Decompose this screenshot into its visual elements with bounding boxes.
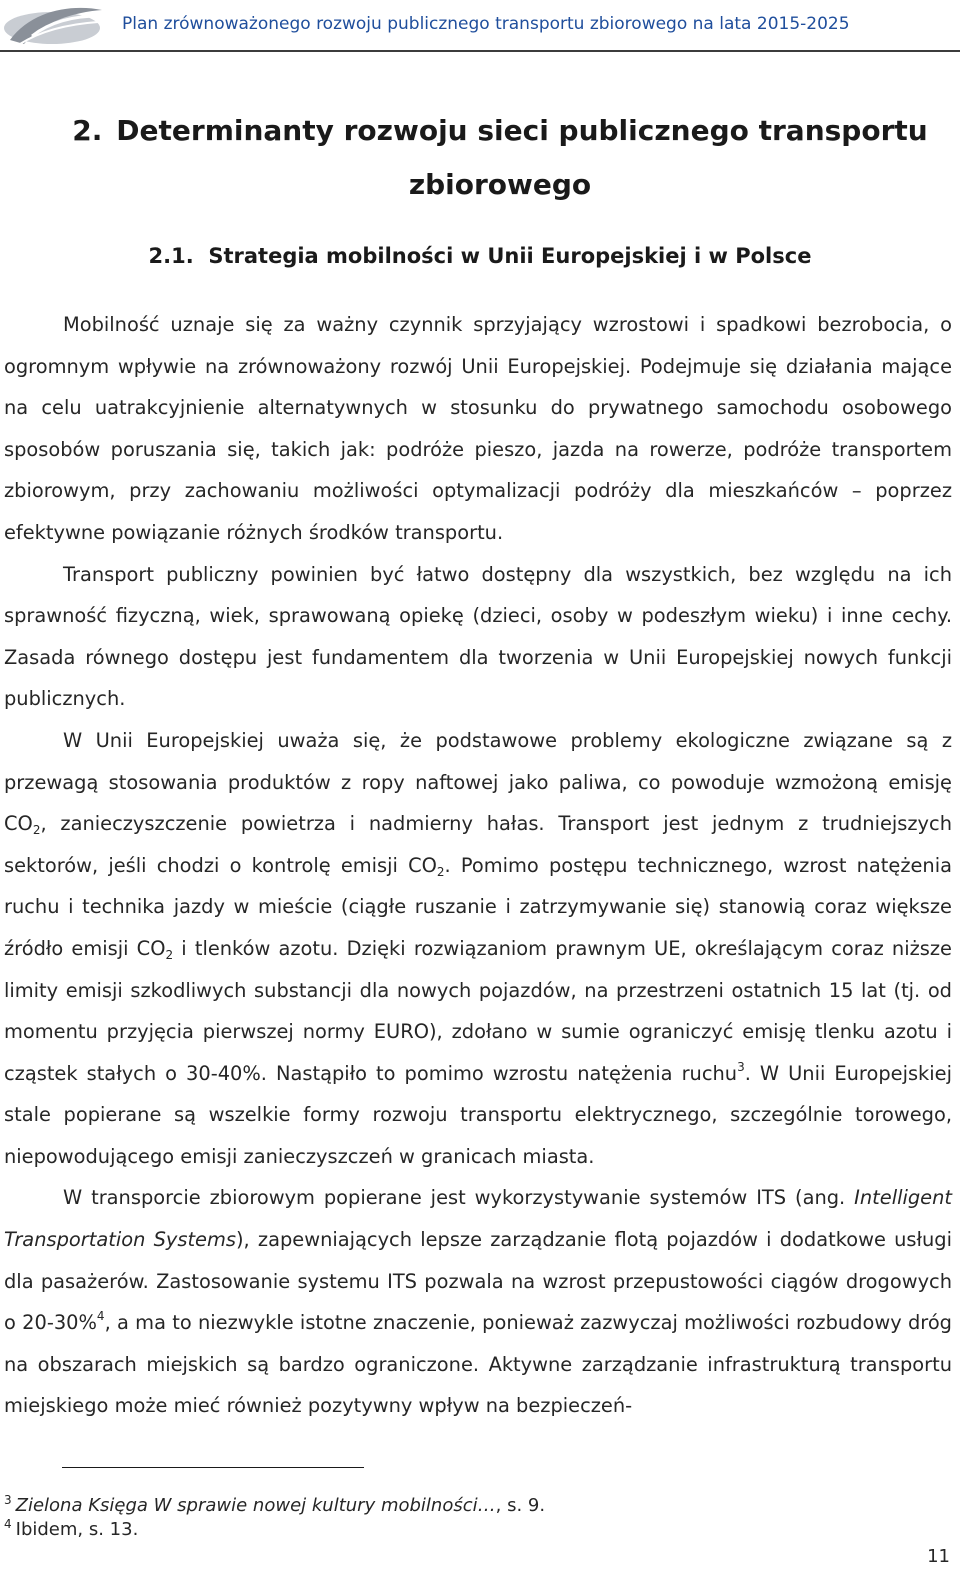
chapter-title-line2: zbiorowego bbox=[408, 168, 592, 201]
co2-subscript: 2 bbox=[165, 947, 174, 962]
header-divider bbox=[0, 50, 960, 52]
co2-subscript: 2 bbox=[32, 823, 41, 838]
paragraph-3-part-d: i tlenków azotu. Dzięki rozwiązaniom prawnym UE, określającym coraz niższe limity emisji szkodliwych substancji dla nowych pojazdów, na przestrzeni ostatnich 15 lat (tj. od momentu przyjęcia pierwszej normy EURO), zdołano w sumie ograniczyć emisję tlenku azotu i cząstek stałych o 30-40%. Nastąpiło to pomimo wzrostu natężenia ruchu bbox=[4, 936, 952, 1085]
chapter-heading-line2 bbox=[70, 158, 930, 212]
co2-subscript: 2 bbox=[436, 864, 445, 879]
body-text bbox=[4, 304, 952, 1427]
paragraph-1: Mobilność uznaje się za ważny czynnik sprzyjający wzrostowi i spadkowi bezrobocia, o ogromnym wpływie na zrównoważony rozwój Unii Europejskiej. Podejmuje się działania mające na celu uatrakcyjnienie alternatywnych w stosunku do prywatnego samochodu osobowego sposobów poruszania się, takich jak: podróże pieszo, jazda na rowerze, podróże transportem zbiorowym, przy zachowaniu możliwości optymalizacji podróży dla mieszkańców – poprzez efektywne powiązanie różnych środków transportu. bbox=[4, 313, 952, 544]
section-number: 2.1. bbox=[148, 244, 194, 268]
paragraph-2: Transport publiczny powinien być łatwo dostępny dla wszystkich, bez względu na ich sprawność fizyczną, wiek, sprawowaną opiekę (dzieci, osoby w podeszłym wieku) i inne cechy. Zasada równego dostępu jest fundamentem dla tworzenia w Unii Europejskiej nowych funkcji publicznych. bbox=[4, 562, 952, 711]
footnote-3 bbox=[4, 1494, 904, 1518]
section-title: Strategia mobilności w Unii Europejskiej i w Polsce bbox=[208, 244, 812, 268]
chapter-number: 2. bbox=[72, 114, 103, 147]
paragraph-4-part-b: ), zapewniających lepsze zarządzanie flotą pojazdów i dodatkowe usługi dla pasażerów. Zastosowanie systemu ITS pozwala na wzrost przepustowości ciągów drogowych o 20-30% bbox=[4, 1228, 952, 1335]
page-header bbox=[0, 0, 960, 56]
chapter-title-line1: Determinanty rozwoju sieci publicznego transportu bbox=[116, 114, 928, 147]
footnote-4-number: 4 bbox=[4, 1517, 12, 1531]
footnote-3-page: , s. 9. bbox=[495, 1495, 546, 1516]
its-term: Intelligent Transportation Systems bbox=[4, 1186, 952, 1252]
footnotes bbox=[4, 1494, 904, 1542]
page-number: 11 bbox=[927, 1546, 950, 1567]
footnote-3-title: Zielona Księga W sprawie nowej kultury mobilności… bbox=[15, 1495, 496, 1516]
footnote-4-text: Ibidem, s. 13. bbox=[15, 1519, 139, 1540]
paragraph-3-part-c: . Pomimo postępu technicznego, wzrost natężenia ruchu i technika jazdy w mieście (ciągłe ruszanie i zatrzymywanie się) stanowią coraz większe źródło emisji CO bbox=[4, 853, 952, 960]
paragraph-3-part-e: . W Unii Europejskiej stale popierane są wszelkie formy rozwoju transportu elektrycznego, szczególnie torowego, niepowodującego emisji zanieczyszczeń w granicach miasta. bbox=[4, 1061, 952, 1168]
chapter-heading bbox=[70, 104, 930, 158]
paragraph-4-part-a: W transporcie zbiorowym popierane jest wykorzystywanie systemów ITS (ang. bbox=[63, 1186, 855, 1210]
paragraph-3 bbox=[4, 720, 952, 1178]
footnote-3-number: 3 bbox=[4, 1493, 12, 1507]
header-title: Plan zrównoważonego rozwoju publicznego transportu zbiorowego na lata 2015-2025 bbox=[122, 14, 850, 34]
logo-icon bbox=[2, 0, 106, 50]
footnote-divider bbox=[62, 1467, 364, 1468]
paragraph-3-part-a: W Unii Europejskiej uważa się, że podstawowe problemy ekologiczne związane są z przewagą stosowania produktów z ropy naftowej jako paliwa, co powoduje wzmożoną emisję CO bbox=[4, 728, 952, 836]
paragraph-4-part-c: , a ma to niezwykle istotne znaczenie, ponieważ zazwyczaj możliwości rozbudowy dróg na obszarach miejskich są bardzo ograniczone. Aktywne zarządzanie infrastrukturą transportu miejskiego może mieć również pozytywny wpływ na bezpieczeń- bbox=[4, 1311, 952, 1418]
section-heading bbox=[0, 244, 960, 268]
footnote-ref-4[interactable]: 4 bbox=[96, 1309, 105, 1324]
paragraph-4 bbox=[4, 1177, 952, 1427]
footnote-4 bbox=[4, 1518, 904, 1542]
paragraph-3-part-b: , zanieczyszczenie powietrza i nadmierny hałas. Transport jest jednym z trudniejszych sektorów, jeśli chodzi o kontrolę emisji CO bbox=[4, 812, 952, 877]
footnote-ref-3[interactable]: 3 bbox=[737, 1059, 745, 1074]
